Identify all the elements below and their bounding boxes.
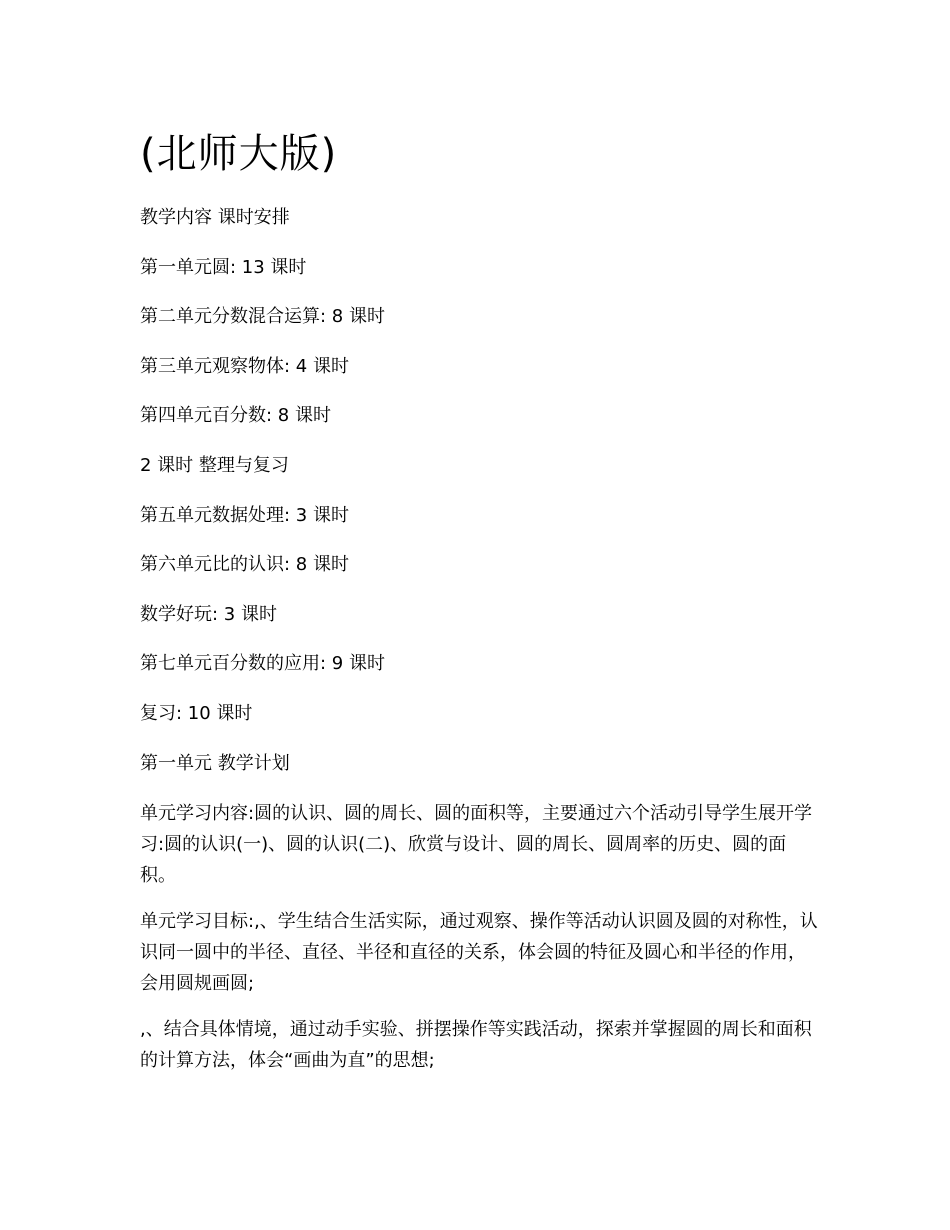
objective-paragraph: 单元学习目标:,、学生结合生活实际，通过观察、操作等活动认识圆及圆的对称性，认识同一圆中的半径、直径、半径和直径的关系，体会圆的特征及圆心和半径的作用，会用圆规画圆; (140, 911, 818, 995)
schedule-list (140, 206, 820, 776)
schedule-line: 第五单元数据处理: 3 课时 (140, 504, 349, 526)
unit-plan-body (140, 798, 820, 1076)
content-paragraph: 单元学习内容:圆的认识、圆的周长、圆的面积等，主要通过六个活动引导学生展开学习:圆的认识(一)、圆的认识(二)、欣赏与设计、圆的周长、圆周率的历史、圆的面积。 (140, 803, 813, 887)
schedule-line: 2 课时 整理与复习 (140, 454, 289, 476)
schedule-line: 复习: 10 课时 (140, 702, 253, 724)
schedule-header: 教学内容 课时安排 (140, 207, 290, 228)
schedule-line: 第四单元百分数: 8 课时 (140, 405, 331, 427)
section-heading: 第一单元 教学计划 (140, 752, 290, 774)
schedule-line: 第六单元比的认识: 8 课时 (140, 554, 349, 576)
schedule-line: 数学好玩: 3 课时 (140, 603, 277, 625)
schedule-line: 第一单元圆: 13 课时 (140, 256, 307, 278)
document-page (140, 128, 820, 1094)
objective-paragraph: ,、结合具体情境，通过动手实验、拼摆操作等实践活动，探索并掌握圆的周长和面积的计算方法，体会“画曲为直”的思想; (140, 1019, 812, 1072)
schedule-line: 第二单元分数混合运算: 8 课时 (140, 306, 385, 328)
schedule-line: 第三单元观察物体: 4 课时 (140, 355, 349, 377)
document-title: (北师大版) (140, 131, 338, 177)
schedule-line: 第七单元百分数的应用: 9 课时 (140, 653, 385, 675)
